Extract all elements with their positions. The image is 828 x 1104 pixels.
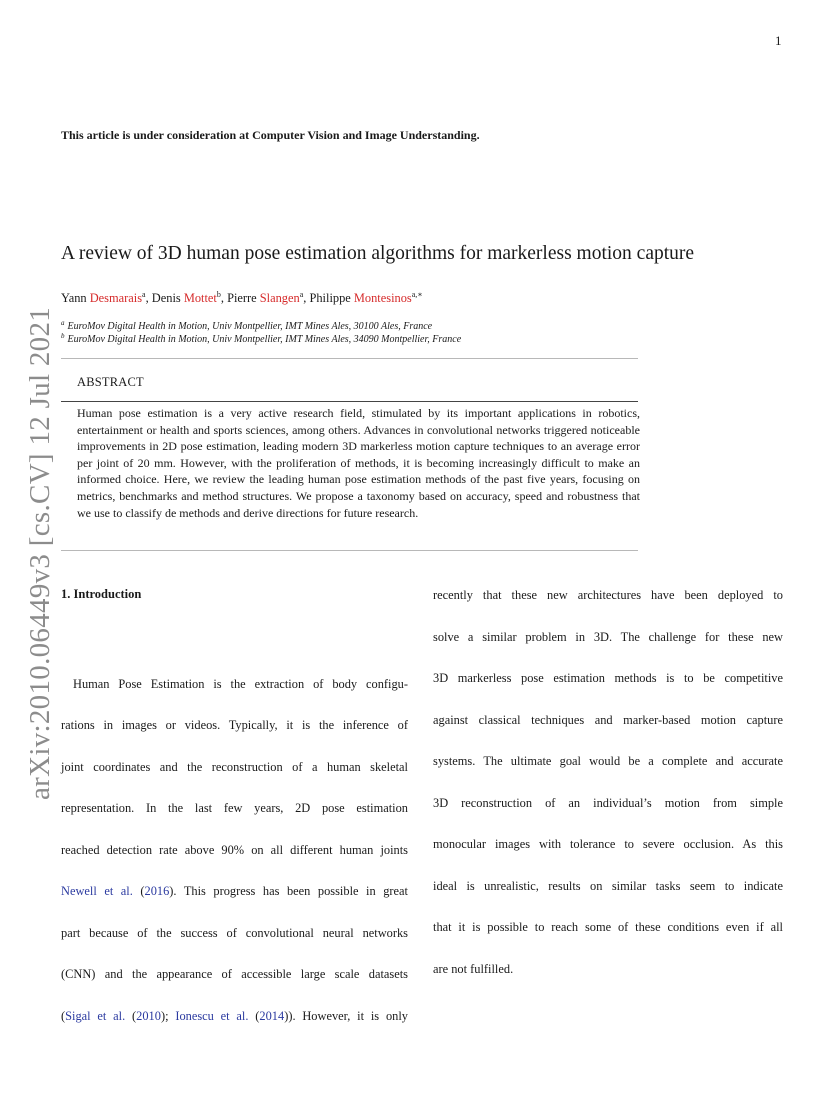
author-link-montesinos[interactable]: Montesinos <box>353 291 412 305</box>
affiliation-mark: b <box>216 290 221 299</box>
body-line: (CNN) and the appearance of accessible large scale datasets <box>61 967 408 981</box>
affiliation-mark: b <box>61 332 65 340</box>
citation-link[interactable]: Newell et al. <box>61 884 133 898</box>
arxiv-stamp[interactable]: arXiv:2010.06449v3 [cs.CV] 12 Jul 2021 <box>24 306 56 800</box>
affiliation-b <box>61 334 461 345</box>
section-heading: 1. Introduction <box>61 587 142 601</box>
body-text: ). This progress has been possible in great <box>169 884 408 898</box>
body-line: monocular images with tolerance to severe occlusion. As this <box>433 837 783 851</box>
body-line: solve a similar problem in 3D. The challenge for these new <box>433 630 783 644</box>
body-line: 3D markerless pose estimation methods is to be competitive <box>433 671 783 685</box>
body-line: reached detection rate above 90% on all different human joints <box>61 843 408 857</box>
consideration-note: This article is under consideration at Computer Vision and Image Understanding. <box>61 128 480 142</box>
author-first-name: Denis <box>151 291 181 305</box>
body-line: representation. In the last few years, 2D pose estimation <box>61 801 408 815</box>
author-first-name: Yann <box>61 291 87 305</box>
body-line: that it is possible to reach some of these conditions even if all <box>433 920 783 934</box>
citation-year-link[interactable]: 2016 <box>144 884 170 898</box>
author-first-name: Philippe <box>309 291 351 305</box>
body-line: 3D reconstruction of an individual’s motion from simple <box>433 796 783 810</box>
body-line: (Sigal et al. (2010); Ionescu et al. (2014)). However, it is only <box>61 1009 408 1023</box>
body-line: against classical techniques and marker-based motion capture <box>433 713 783 727</box>
body-line: joint coordinates and the reconstruction of a human skeletal <box>61 760 408 774</box>
affiliation-mark: a <box>61 319 65 327</box>
body-line: ideal is unrealistic, results on similar tasks seem to indicate <box>433 879 783 893</box>
affiliation-text: EuroMov Digital Health in Motion, Univ Montpellier, IMT Mines Ales, 30100 Ales, France <box>67 321 433 332</box>
body-text: )). However, it is only <box>284 1009 408 1023</box>
citation-year-link[interactable]: 2014 <box>259 1009 285 1023</box>
body-line: are not fulfilled. <box>433 962 514 976</box>
body-line: part because of the success of convolutional neural networks <box>61 926 408 940</box>
author-link-slangen[interactable]: Slangen <box>259 291 300 305</box>
affiliation-mark: a,∗ <box>411 290 423 299</box>
divider-top <box>61 358 638 359</box>
citation-link[interactable]: Ionescu et al. <box>175 1009 249 1023</box>
author-link-mottet[interactable]: Mottet <box>183 291 217 305</box>
affiliation-mark: a <box>142 290 146 299</box>
affiliation-a <box>61 321 432 332</box>
body-line: recently that these new architectures have been deployed to <box>433 588 783 602</box>
page-number: 1 <box>775 33 782 48</box>
affiliation-mark: a <box>299 290 304 299</box>
author-first-name: Pierre <box>227 291 257 305</box>
body-line: rations in images or videos. Typically, it is the inference of <box>61 718 408 732</box>
body-line: Human Pose Estimation is the extraction of body configu- <box>73 677 408 691</box>
citation-link[interactable]: Sigal et al. <box>65 1009 126 1023</box>
divider-bottom <box>61 550 638 551</box>
author-link-desmarais[interactable]: Desmarais <box>89 291 143 305</box>
body-line: systems. The ultimate goal would be a complete and accurate <box>433 754 783 768</box>
paper-title: A review of 3D human pose estimation algorithms for markerless motion capture <box>61 243 695 264</box>
author-list: Yann Desmarais$^a$, Denis Mottet$^b$, Pierre Slangen$^a$, Philippe Montesinos$^{a,∗}$ <box>61 290 423 305</box>
affiliation-text: EuroMov Digital Health in Motion, Univ Montpellier, IMT Mines Ales, 34090 Montpellier, France <box>67 334 462 345</box>
divider-abstract <box>61 401 638 402</box>
abstract-text: Human pose estimation is a very active research field, stimulated by its important applications in robotics, entertainment or health and sports sciences, among others. Advances in convolutional networks triggered noticeable improvements in 2D pose estimation, leading modern 3D markerless motion capture techniques to an average error per joint of 20 mm. However, with the proliferation of methods, it is becoming increasingly difficult to make an informed choice. Here, we review the leading human pose estimation methods of the past five years, focusing on metrics, benchmarks and method structures. We propose a taxonomy based on accuracy, speed and robustness that we use to classify de methods and derive directions for future research. <box>77 406 640 520</box>
citation-year-link[interactable]: 2010 <box>136 1009 161 1023</box>
body-line: Newell et al. (2016). This progress has been possible in great <box>61 884 408 898</box>
abstract-label: ABSTRACT <box>77 375 144 389</box>
